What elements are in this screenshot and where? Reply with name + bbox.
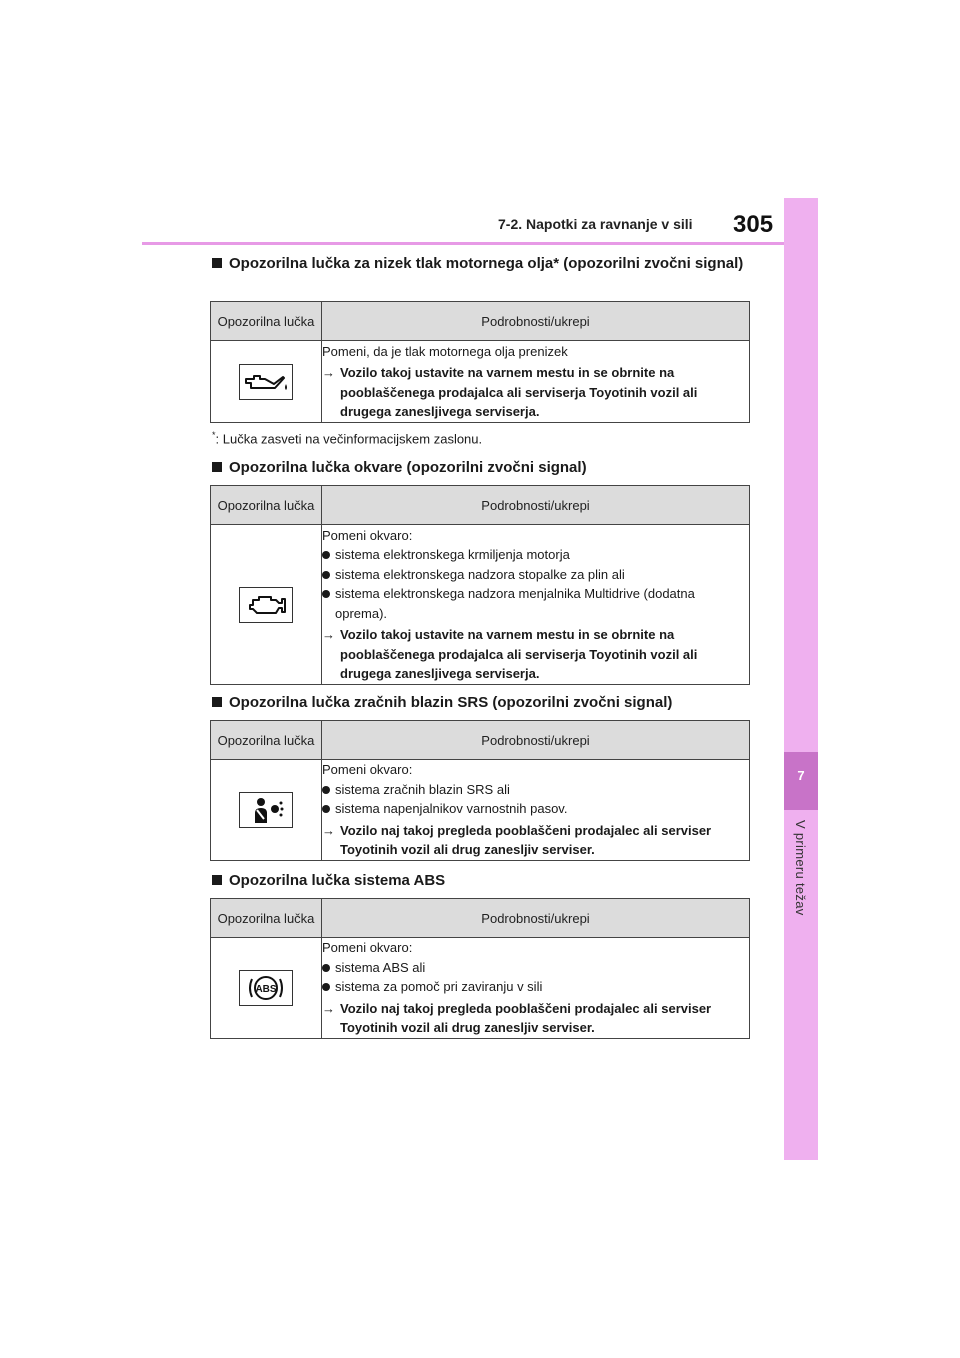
chapter-title: V primeru težav bbox=[793, 820, 808, 916]
footnote bbox=[212, 430, 482, 446]
details-cell bbox=[322, 938, 750, 1039]
heading-marker bbox=[212, 697, 222, 707]
warning-table-malfunction bbox=[210, 485, 750, 685]
details-intro: Pomeni okvaro: bbox=[322, 527, 413, 543]
details-intro: Pomeni okvaro: bbox=[322, 940, 413, 956]
footnote-text: : Lučka zasveti na večinformacijskem zaslonu. bbox=[215, 431, 483, 447]
icon-cell bbox=[211, 525, 322, 685]
table-row bbox=[211, 938, 750, 1039]
action-text bbox=[322, 625, 749, 684]
list-item: sistema elektronskega krmiljenja motorja bbox=[322, 545, 749, 565]
action-text bbox=[322, 999, 749, 1038]
list-item: sistema ABS ali bbox=[322, 958, 749, 978]
details-intro: Pomeni, da je tlak motornega olja prenizek bbox=[322, 343, 568, 359]
srs-airbag-icon bbox=[239, 792, 293, 828]
header-icon-col: Opozorilna lučka bbox=[211, 486, 322, 525]
abs-icon bbox=[239, 970, 293, 1006]
arrow-icon: → bbox=[322, 822, 335, 838]
action-label: Vozilo naj takoj pregleda pooblaščeni prodajalec ali serviser Toyotinih vozil ali drug zanesljiv serviser. bbox=[340, 822, 712, 858]
action-label: Vozilo naj takoj pregleda pooblaščeni prodajalec ali serviser Toyotinih vozil ali drug zanesljiv serviser. bbox=[340, 1000, 712, 1036]
table-row bbox=[211, 525, 750, 685]
warning-table-abs bbox=[210, 898, 750, 1039]
arrow-icon: → bbox=[322, 627, 335, 642]
list-item: sistema za pomoč pri zaviranju v sili bbox=[322, 977, 749, 997]
action-label: Vozilo takoj ustavite na varnem mestu in se obrnite na pooblaščenega prodajalca ali serviserja Toyotinih vozil ali drugega zanesljivega serviserja. bbox=[340, 365, 698, 419]
warning-table-oil-pressure bbox=[210, 301, 750, 423]
section-heading-text: Opozorilna lučka sistema ABS bbox=[229, 872, 446, 889]
action-label: Vozilo takoj ustavite na varnem mestu in se obrnite na pooblaščenega prodajalca ali serviserja Toyotinih vozil ali drugega zanesljivega serviserja. bbox=[340, 627, 698, 681]
header-details-col: Podrobnosti/ukrepi bbox=[322, 721, 750, 760]
details-cell bbox=[322, 341, 750, 423]
table-header-row bbox=[211, 899, 750, 938]
footnote-marker: * bbox=[212, 430, 216, 440]
header-icon-col: Opozorilna lučka bbox=[211, 721, 322, 760]
section-heading-oil-pressure bbox=[212, 254, 749, 274]
header-details-col: Podrobnosti/ukrepi bbox=[322, 899, 750, 938]
warning-table-srs bbox=[210, 720, 750, 861]
action-text bbox=[322, 363, 749, 422]
list-item: sistema elektronskega nadzora stopalke za plin ali bbox=[322, 565, 749, 585]
list-item: sistema napenjalnikov varnostnih pasov. bbox=[322, 799, 749, 819]
table-header-row bbox=[211, 486, 750, 525]
action-text bbox=[322, 821, 749, 860]
header-icon-col: Opozorilna lučka bbox=[211, 302, 322, 341]
details-cell bbox=[322, 525, 750, 685]
arrow-icon: → bbox=[322, 1000, 335, 1016]
section-heading-text: Opozorilna lučka okvare (opozorilni zvočni signal) bbox=[229, 459, 587, 476]
header-icon-col: Opozorilna lučka bbox=[211, 899, 322, 938]
abs-label: ABS bbox=[255, 984, 277, 995]
section-heading-malfunction bbox=[212, 458, 749, 478]
heading-marker bbox=[212, 258, 222, 268]
section-heading-srs bbox=[212, 693, 749, 713]
header-details-col: Podrobnosti/ukrepi bbox=[322, 486, 750, 525]
details-intro: Pomeni okvaro: bbox=[322, 762, 413, 778]
icon-cell bbox=[211, 760, 322, 861]
arrow-icon: → bbox=[322, 365, 335, 380]
chapter-side-tab bbox=[784, 198, 818, 1160]
icon-cell bbox=[211, 341, 322, 423]
page-number: 305 bbox=[733, 211, 774, 238]
section-heading-text: Opozorilna lučka zračnih blazin SRS (opozorilni zvočni signal) bbox=[229, 694, 673, 711]
list-item: sistema zračnih blazin SRS ali bbox=[322, 780, 749, 800]
heading-marker bbox=[212, 462, 222, 472]
header-details-col: Podrobnosti/ukrepi bbox=[322, 302, 750, 341]
table-row bbox=[211, 341, 750, 423]
section-heading-abs bbox=[212, 871, 749, 891]
heading-marker bbox=[212, 875, 222, 885]
icon-cell bbox=[211, 938, 322, 1039]
check-engine-icon bbox=[239, 587, 293, 623]
oil-pressure-icon bbox=[239, 364, 293, 400]
header-rule bbox=[142, 242, 784, 245]
table-header-row bbox=[211, 302, 750, 341]
section-heading-text: Opozorilna lučka za nizek tlak motornega olja* (opozorilni zvočni signal) bbox=[229, 255, 744, 272]
table-header-row bbox=[211, 721, 750, 760]
list-item: sistema elektronskega nadzora menjalnika Multidrive (dodatna oprema). bbox=[322, 584, 749, 623]
section-title: 7-2. Napotki za ravnanje v sili bbox=[498, 216, 693, 232]
chapter-number: 7 bbox=[797, 768, 805, 783]
details-cell bbox=[322, 760, 750, 861]
table-row bbox=[211, 760, 750, 861]
